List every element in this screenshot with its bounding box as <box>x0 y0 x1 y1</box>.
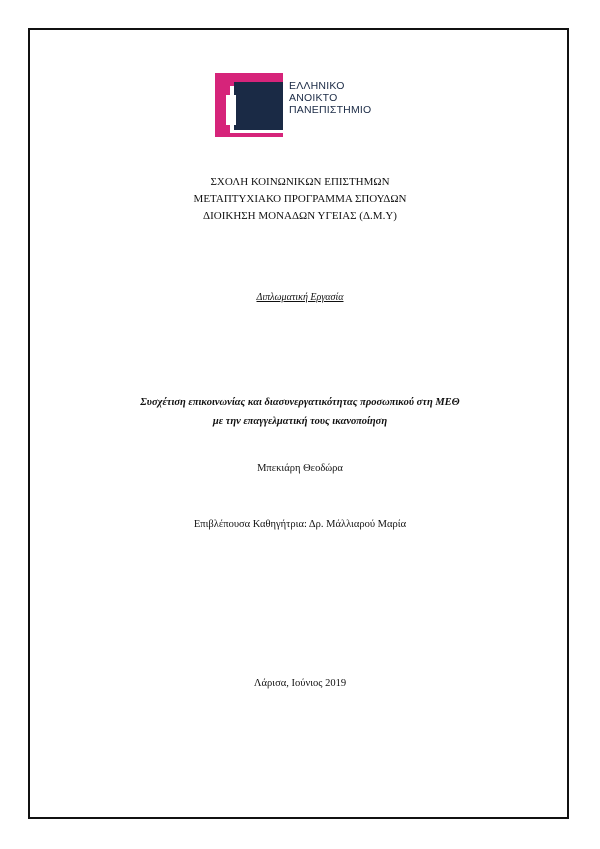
school-line-1: ΣΧΟΛΗ ΚΟΙΝΩΝΙΚΩΝ ΕΠΙΣΤΗΜΩΝ <box>210 176 390 188</box>
logo-line-1: ΕΛΛΗΝΙΚΟ <box>289 80 345 92</box>
logo-line-3: ΠΑΝΕΠΙΣΤΗΜΙΟ <box>289 104 372 116</box>
author-name: Μπεκιάρη Θεοδώρα <box>257 463 343 474</box>
place-date: Λάρισα, Ιούνιος 2019 <box>253 678 347 689</box>
logo-mark-icon <box>215 73 285 137</box>
logo-wordmark <box>289 80 371 116</box>
logo-line-2: ΑΝΟΙΚΤΟ <box>289 92 338 104</box>
supervisor: Επιβλέπουσα Καθηγήτρια: Δρ. Μάλλιαρού Μαρία <box>193 519 407 530</box>
school-block <box>0 174 600 225</box>
department-line: ΔΙΟΙΚΗΣΗ ΜΟΝΑΔΩΝ ΥΓΕΙΑΣ (Δ.Μ.Υ) <box>203 210 397 222</box>
thesis-title <box>0 393 600 431</box>
thesis-title-line-2: με την επαγγελματική τους ικανοποίηση <box>212 416 388 427</box>
institution-logo <box>215 73 415 137</box>
thesis-title-line-1: Συσχέτιση επικοινωνίας και διασυνεργατικότητας προσωπικού στη ΜΕΘ <box>140 397 460 408</box>
program-line: ΜΕΤΑΠΤΥΧΙΑΚΟ ΠΡΟΓΡΑΜΜΑ ΣΠΟΥΔΩΝ <box>193 193 407 205</box>
document-type: Διπλωματική Εργασία <box>256 292 344 303</box>
